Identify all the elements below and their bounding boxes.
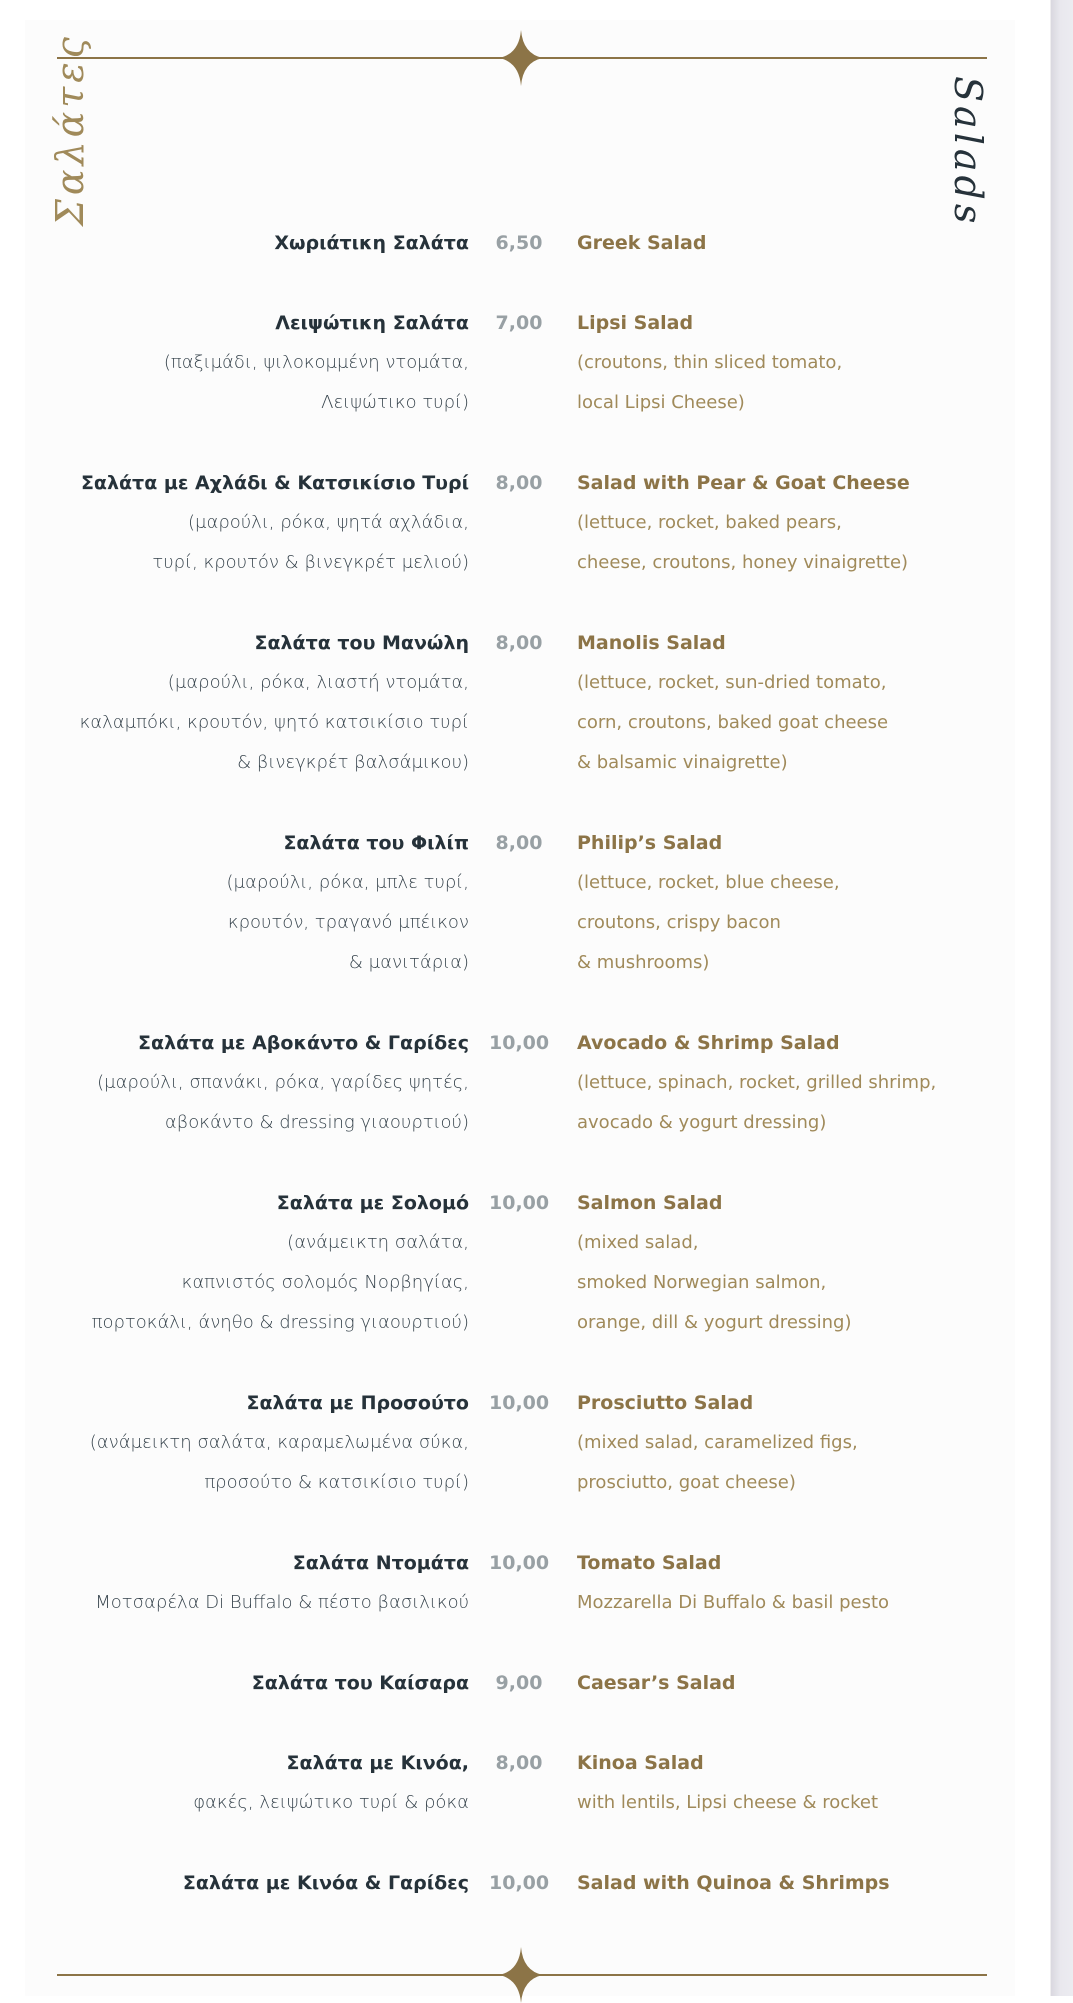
english-item-description: with lentils, Lipsi cheese & rocket: [577, 1792, 879, 1813]
english-item-name: Greek Salad: [577, 232, 707, 254]
greek-column: [92, 1183, 469, 1343]
english-column: [577, 463, 910, 583]
english-item-name: Lipsi Salad: [577, 312, 694, 334]
item-price: 10,00: [489, 1032, 550, 1054]
greek-item-name: Σαλάτα Ντομάτα: [292, 1552, 469, 1574]
english-column: [577, 623, 888, 783]
english-item-description: & mushrooms): [577, 952, 710, 973]
item-price: 10,00: [489, 1192, 550, 1214]
english-item-description: (mixed salad, caramelized figs,: [577, 1432, 858, 1453]
english-column: [577, 1543, 889, 1623]
english-item-name: Prosciutto Salad: [577, 1392, 754, 1414]
item-price: 9,00: [495, 1672, 543, 1694]
english-column: [577, 1383, 858, 1503]
english-item-description: (croutons, thin sliced tomato,: [577, 352, 843, 373]
greek-column: [90, 1383, 469, 1503]
english-column: [577, 1023, 936, 1143]
item-price: 8,00: [495, 472, 543, 494]
english-item-description: (lettuce, spinach, rocket, grilled shrimp,: [577, 1072, 937, 1093]
greek-item-description: (παξιμάδι, ψιλοκομμένη ντομάτα,: [163, 352, 469, 373]
english-item-name: Caesar’s Salad: [577, 1672, 736, 1694]
english-item-name: Manolis Salad: [577, 632, 726, 654]
english-item-name: Philip’s Salad: [577, 832, 723, 854]
english-item-description: (lettuce, rocket, baked pears,: [577, 512, 842, 533]
four-point-star-icon: [499, 30, 543, 86]
greek-item-description: καλαμπόκι, κρουτόν, ψητό κατσικίσιο τυρί: [79, 712, 469, 733]
item-price: 6,50: [495, 232, 543, 254]
greek-item-description: (ανάμεικτη σαλάτα,: [287, 1232, 469, 1253]
greek-item-description: (μαρούλι, ρόκα, ψητά αχλάδια,: [187, 512, 469, 533]
english-item-description: local Lipsi Cheese): [577, 392, 745, 413]
greek-item-description: & μανιτάρια): [348, 952, 469, 973]
greek-item-description: καπνιστός σολομός Νορβηγίας,: [181, 1272, 469, 1293]
greek-item-description: (μαρούλι, σπανάκι, ρόκα, γαρίδες ψητές,: [97, 1072, 469, 1093]
greek-item-name: Σαλάτα του Καίσαρα: [251, 1672, 469, 1694]
greek-item-description: αβοκάντο & dressing γιαουρτιού): [164, 1112, 469, 1133]
item-price: 10,00: [489, 1872, 550, 1894]
item-price: 8,00: [495, 1752, 543, 1774]
item-price: 8,00: [495, 832, 543, 854]
greek-item-name: Σαλάτα με Αβοκάντο & Γαρίδες: [138, 1032, 469, 1054]
greek-column: [81, 463, 469, 583]
english-item-description: (lettuce, rocket, blue cheese,: [577, 872, 840, 893]
greek-item-description: κρουτόν, τραγανό μπέικον: [227, 912, 469, 933]
greek-column: [274, 223, 469, 263]
english-item-description: prosciutto, goat cheese): [577, 1472, 796, 1493]
section-title-english: Salads: [946, 76, 990, 228]
greek-item-description: (ανάμεικτη σαλάτα, καραμελωμένα σύκα,: [89, 1432, 469, 1453]
english-item-description: orange, dill & yogurt dressing): [577, 1312, 852, 1333]
greek-item-name: Σαλάτα του Φιλίπ: [283, 832, 469, 854]
english-item-name: Salmon Salad: [577, 1192, 723, 1214]
item-price: 10,00: [489, 1552, 550, 1574]
greek-item-description: πορτοκάλι, άνηθο & dressing γιαουρτιού): [91, 1312, 469, 1333]
greek-item-name: Λειψώτικη Σαλάτα: [275, 312, 469, 334]
english-item-description: croutons, crispy bacon: [577, 912, 781, 933]
greek-item-name: Σαλάτα με Αχλάδι & Κατσικίσιο Τυρί: [80, 472, 469, 494]
greek-item-description: (μαρούλι, ρόκα, λιαστή ντομάτα,: [167, 672, 469, 693]
english-column: [577, 1743, 878, 1823]
greek-item-name: Σαλάτα με Κινόα,: [286, 1752, 469, 1774]
greek-column: [183, 1863, 469, 1903]
english-item-description: avocado & yogurt dressing): [577, 1112, 827, 1133]
english-item-description: corn, croutons, baked goat cheese: [577, 712, 889, 733]
greek-item-description: (μαρούλι, ρόκα, μπλε τυρί,: [226, 872, 469, 893]
greek-item-name: Σαλάτα με Προσούτο: [246, 1392, 469, 1414]
english-column: [577, 303, 842, 423]
greek-item-description: προσούτο & κατσικίσιο τυρί): [204, 1472, 469, 1493]
item-price: 10,00: [489, 1392, 550, 1414]
greek-item-name: Σαλάτα με Κινόα & Γαρίδες: [182, 1872, 469, 1894]
greek-item-description: Μοτσαρέλα Di Buffalo & πέστο βασιλικού: [95, 1592, 469, 1613]
english-column: [577, 1183, 852, 1343]
english-column: [577, 823, 840, 983]
english-item-description: (lettuce, rocket, sun-dried tomato,: [577, 672, 887, 693]
greek-column: [80, 623, 469, 783]
greek-item-name: Σαλάτα με Σολομό: [276, 1192, 469, 1214]
english-item-description: (mixed salad,: [577, 1232, 699, 1253]
english-item-description: cheese, croutons, honey vinaigrette): [577, 552, 909, 573]
english-item-name: Tomato Salad: [577, 1552, 722, 1574]
english-item-name: Salad with Pear & Goat Cheese: [577, 472, 910, 494]
greek-item-name: Χωριάτικη Σαλάτα: [274, 232, 469, 254]
greek-column: [252, 1663, 469, 1703]
english-item-description: Mozzarella Di Buffalo & basil pesto: [577, 1592, 890, 1613]
greek-column: [95, 1543, 469, 1623]
english-item-description: smoked Norwegian salmon,: [577, 1272, 827, 1293]
english-item-name: Avocado & Shrimp Salad: [577, 1032, 840, 1054]
greek-column: [227, 823, 469, 983]
greek-item-description: τυρί, κρουτόν & βινεγκρέτ μελιού): [152, 552, 469, 573]
greek-column: [193, 1743, 469, 1823]
greek-item-description: φακές, λειψώτικο τυρί & ρόκα: [193, 1792, 469, 1813]
greek-column: [97, 1023, 469, 1143]
four-point-star-icon: [499, 1947, 543, 2003]
item-price: 7,00: [495, 312, 543, 334]
scrollbar-track[interactable]: [1050, 0, 1073, 1996]
english-item-name: Salad with Quinoa & Shrimps: [577, 1872, 890, 1894]
greek-item-description: Λειψώτικο τυρί): [321, 392, 469, 413]
english-item-name: Kinoa Salad: [577, 1752, 704, 1774]
english-column: [577, 1663, 736, 1703]
english-column: [577, 223, 706, 263]
item-price: 8,00: [495, 632, 543, 654]
greek-item-name: Σαλάτα του Μανώλη: [254, 632, 469, 654]
english-column: [577, 1863, 890, 1903]
greek-item-description: & βινεγκρέτ βαλσάμικου): [237, 752, 469, 773]
greek-column: [164, 303, 469, 423]
section-title-greek: Σαλάτες: [48, 33, 92, 226]
english-item-description: & balsamic vinaigrette): [577, 752, 788, 773]
